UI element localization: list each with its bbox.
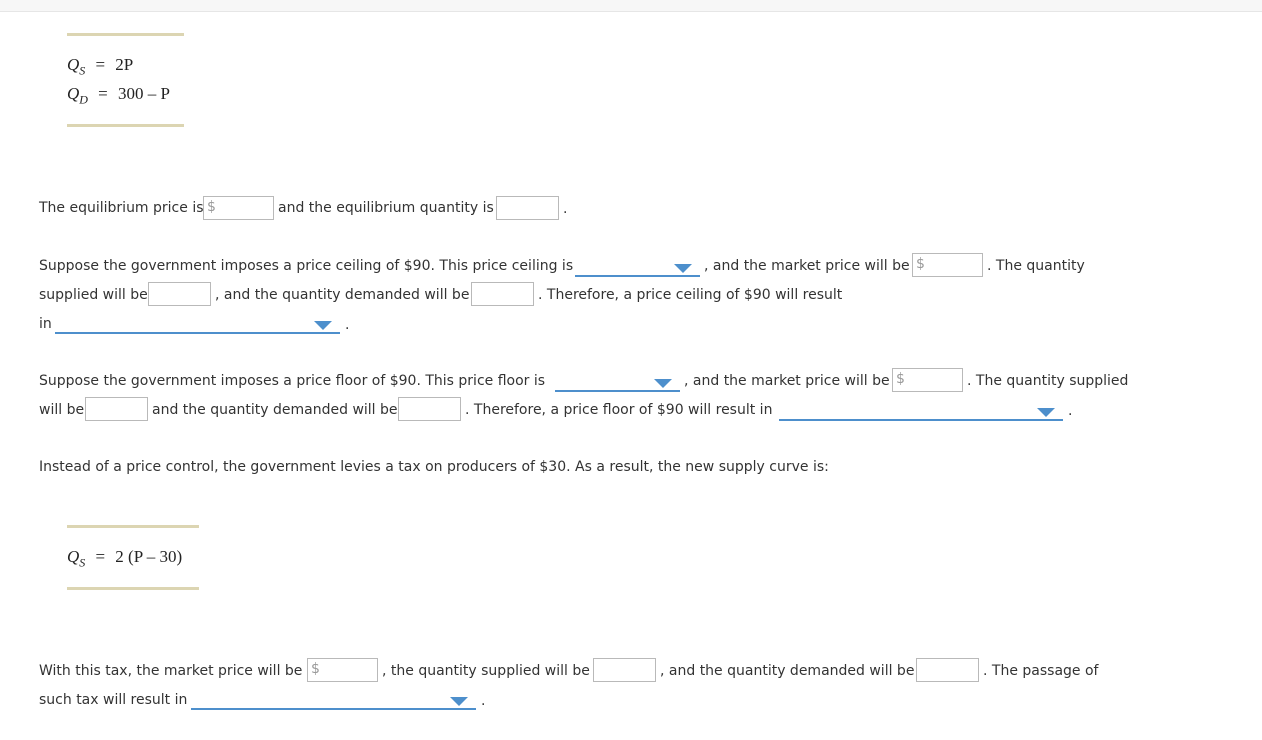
caret-down-icon — [654, 379, 672, 388]
equation-top-rule — [67, 33, 184, 36]
tax-quantity-supplied-input[interactable] — [593, 658, 656, 682]
q5-text-c: , and the quantity demanded will be — [660, 663, 915, 679]
q5-text-f: . — [481, 693, 486, 709]
dollar-sign: $ — [896, 371, 905, 387]
equals-sign: = — [95, 55, 106, 74]
q2-text-d: supplied will be — [39, 287, 148, 303]
q2-text-f: . Therefore, a price ceiling of $90 will result — [538, 287, 843, 303]
supply-rhs: 2P — [115, 55, 134, 74]
tax-quantity-demanded-input[interactable] — [916, 658, 979, 682]
q5-text-b: , the quantity supplied will be — [382, 663, 590, 679]
equation-bottom-rule — [67, 587, 199, 590]
equals-sign: = — [98, 84, 108, 103]
q2-text-c: . The quantity — [987, 258, 1085, 274]
floor-quantity-supplied-input[interactable] — [85, 397, 148, 421]
q5-text-e: such tax will result in — [39, 692, 188, 708]
q1-text-b: and the equilibrium quantity is — [278, 200, 494, 216]
demand-symbol: Q — [67, 84, 80, 103]
caret-down-icon — [1037, 408, 1055, 417]
q2-text-a: Suppose the government imposes a price ceiling of $90. This price ceiling is — [39, 258, 574, 274]
caret-down-icon — [450, 697, 468, 706]
q5-text-d: . The passage of — [983, 663, 1099, 679]
supply-equation — [67, 55, 133, 78]
demand-equation — [67, 84, 170, 107]
tax-supply-rhs: 2 (P – 30) — [115, 547, 183, 566]
caret-down-icon — [314, 321, 332, 330]
supply-subscript: S — [79, 555, 86, 570]
supply-symbol: Q — [67, 55, 80, 74]
dollar-sign: $ — [207, 199, 216, 215]
equation-top-rule — [67, 525, 199, 528]
q3-text-e: and the quantity demanded will be — [152, 402, 398, 418]
q3-text-a: Suppose the government imposes a price floor of $90. This price floor is — [39, 373, 546, 389]
ceiling-result-dropdown[interactable] — [55, 316, 340, 334]
q3-text-g: . — [1068, 403, 1073, 419]
supply-subscript: S — [79, 63, 86, 78]
q4-text-a: Instead of a price control, the government levies a tax on producers of $30. As a result, the new supply curve is: — [39, 459, 829, 475]
q3-text-d: will be — [39, 402, 85, 418]
q1-text-c: . — [563, 201, 568, 217]
floor-result-dropdown[interactable] — [779, 403, 1063, 421]
ceiling-quantity-supplied-input[interactable] — [148, 282, 211, 306]
tax-supply-equation — [67, 547, 182, 570]
equilibrium-quantity-input[interactable] — [496, 196, 559, 220]
caret-down-icon — [674, 264, 692, 273]
demand-subscript: D — [79, 92, 88, 107]
top-toolbar-strip — [0, 0, 1262, 12]
dollar-sign: $ — [311, 661, 320, 677]
q5-text-a: With this tax, the market price will be — [39, 663, 303, 679]
q3-text-b: , and the market price will be — [684, 373, 890, 389]
supply-symbol: Q — [67, 547, 80, 566]
equation-bottom-rule — [67, 124, 184, 127]
q3-text-c: . The quantity supplied — [967, 373, 1129, 389]
dollar-sign: $ — [916, 256, 925, 272]
equals-sign: = — [95, 547, 106, 566]
q1-text-a: The equilibrium price is — [39, 200, 204, 216]
floor-quantity-demanded-input[interactable] — [398, 397, 461, 421]
tax-result-dropdown[interactable] — [191, 692, 476, 710]
q2-text-h: . — [345, 317, 350, 333]
ceiling-quantity-demanded-input[interactable] — [471, 282, 534, 306]
ceiling-binding-dropdown[interactable] — [575, 259, 700, 277]
q2-text-e: , and the quantity demanded will be — [215, 287, 470, 303]
floor-binding-dropdown[interactable] — [555, 374, 680, 392]
q2-text-g: in — [39, 316, 52, 332]
q3-text-f: . Therefore, a price floor of $90 will result in — [465, 402, 773, 418]
demand-rhs: 300 – P — [117, 84, 170, 103]
q2-text-b: , and the market price will be — [704, 258, 910, 274]
